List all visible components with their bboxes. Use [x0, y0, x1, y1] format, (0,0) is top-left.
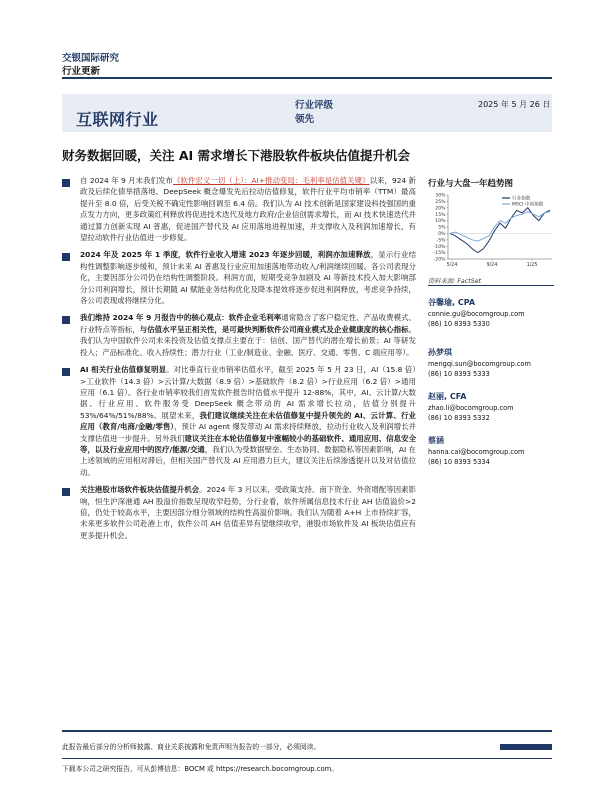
analyst-email[interactable]: connie.gu@bocomgroup.com	[428, 310, 525, 318]
y-tick-label: -5%	[436, 238, 446, 244]
p3-bold-2: 与估值水平呈正相关性，是可最快判断软件公司商业模式及企业健康度的核心指标	[139, 324, 409, 334]
analyst-card	[428, 348, 531, 379]
y-tick-label: -10%	[433, 244, 446, 250]
paragraph-1	[62, 175, 416, 243]
y-tick-label: 10%	[435, 219, 446, 225]
top-rule	[62, 77, 552, 79]
analyst-email[interactable]: zhao.li@bocomgroup.com	[428, 404, 514, 412]
p2-text: ，显示行业结构性调整影响逐步缓和，预计未来 AI 普惠及行业应用加速落地带动收入/利润继续回暖。各公司表现分化，主要因部分公司仍在结构性调整阶段。利润方面，短期受竞争加剧及 AI 等新技术投入加大影响部分公司利润增长，预计长期随 AI 赋能业务结构优化及降本提效将逐步促进利润释放，考虑竞争持续，各公司表现或将继续分化。	[80, 250, 417, 306]
analyst-card	[428, 392, 514, 423]
rating-value: 领先	[295, 114, 315, 125]
report-date: 2025 年 5 月 26 日	[478, 100, 551, 109]
paragraph-4	[62, 364, 416, 478]
analyst-name: 赵丽, CFA	[428, 392, 467, 401]
side-rule	[428, 285, 554, 286]
headline: 财务数据回暖，关注 AI 需求增长下港股软件板块估值提升机会	[62, 148, 411, 163]
y-tick-label: 20%	[435, 206, 446, 212]
paragraph-2	[62, 249, 416, 306]
p4-bold-2: 我们建议继续关注在未估值修复中提升领先的 AI、云计算、行业应用（教育/电商/金融/零售）	[80, 410, 416, 432]
chart-source: 资料来源: FactSet	[428, 278, 482, 285]
x-tick-label: 5/24	[446, 263, 458, 268]
p4-text-1: 。对比垂直行业市销率估值水平，截至 2025 年 5 月 23 日，AI（15.8 倍）>工业软件（14.3 倍）>云计算/大数据（8.9 倍）>基础软件（8.2 倍）>行业应用（6.2 倍）>通用应用（6.1 倍）。各行业市销率较我们首发软件报告时估值水平提升 12-88%，其中，AI、云计算/大数据、行业应用、软件服务受 DeepSeek 概念带动的 AI 需求增长拉动，估值分别提升 53%/64%/51%/88%。展望未来，	[80, 365, 416, 420]
bullet-square	[62, 368, 70, 376]
footer-rule-2	[62, 758, 552, 759]
legend-entry: MSCI 中国指数	[512, 202, 544, 208]
analyst-phone: (86) 10 8393 5330	[428, 320, 490, 328]
trend-chart	[428, 191, 554, 273]
paragraph-3	[62, 312, 416, 358]
chart-title: 行业与大盘一年趋势图	[428, 179, 514, 189]
p1-text-a: 自 2024 年 9 月末我们发布	[80, 176, 173, 185]
y-tick-label: 25%	[435, 200, 446, 205]
footer-mark	[500, 744, 552, 750]
bullet-square	[62, 179, 70, 187]
analyst-phone: (86) 10 8393 5333	[428, 370, 490, 378]
analyst-email[interactable]: mengqi.sun@bocomgroup.com	[428, 360, 531, 368]
legend-entry: 行业指数	[512, 196, 531, 202]
p4-text-3: ，我们认为受数据壁垒、生态协同、数据隐私等因素影响，AI 在上述领域的应用相对滞后，但相关国产替代及 AI 应用潜力巨大，建议关注后续渗透提升以及对估值拉动。	[80, 444, 416, 477]
x-tick-label: 1/25	[526, 263, 538, 268]
p3-text-2: 。我们认为中国软件公司未来投资及估值支撑点主要在于：信创、国产替代的潜在增长前景；AI 等研发投入；产品标准化、收入持续性；潜力行业（工业/制造业、金融、医疗、交通、零售、C 端应用等）。	[80, 324, 417, 357]
p3-bold-1: 我们维持 2024 年 9 月报告中的核心观点：软件企业毛利率	[80, 313, 282, 323]
p4-bold-1: AI 相关行业估值修复明显	[80, 365, 167, 375]
brand-name: 交银国际研究	[62, 53, 120, 64]
footer-disclaimer: 此报告最后部分的分析师披露、商业关系披露和免责声明为报告的一部分，必须阅读。	[62, 743, 321, 751]
rating-label: 行业评级	[295, 100, 334, 111]
p2-bold: 2024 年及 2025 年 1 季度，软件行业收入增速 2023 年逐步回暖，利润亦加速释放	[80, 250, 371, 260]
analyst-name: 谷馨瑜, CPA	[428, 298, 476, 307]
analyst-phone: (86) 10 8393 5332	[428, 414, 490, 422]
analyst-name: 蔡涵	[428, 436, 444, 445]
analyst-card	[428, 298, 525, 329]
report-link[interactable]: 《软件宏义一切（上）：AI+推动变局：毛利率是估值关键》	[173, 176, 370, 185]
analyst-email[interactable]: hanna.cai@bocomgroup.com	[428, 448, 525, 456]
bullet-square	[62, 488, 70, 496]
p4-bold-3: 建议关注在本轮估值修复中涨幅较小的基础软件、通用应用、信息安全等，以及行业应用中的医疗/能源/交通	[80, 433, 417, 454]
footer-rule	[62, 730, 552, 732]
y-tick-label: 5%	[438, 225, 446, 231]
p5-text: 。2024 年 3 月以来，受政策支持、南下资金、外资增配等因素影响，恒生沪深港通 AH 股溢价指数呈现收窄趋势，分行业看，软件所属信息技术行业 AH 估值溢价>2 倍，仍处于较高水平，主要因部分细分领域的结构性高溢价影响。我们认为随着 A+H 上市持续扩容，未来更多软件公司赴港上市，软件公司 AH 估值差异有望继续收窄，港股市场软件及 AI 板块估值应有更多提升机会。	[80, 485, 417, 540]
bullet-square	[62, 316, 70, 324]
p4-text-2: ，预计 AI agent 爆发带动 AI 需求持续释放，拉动行业收入及利润增长并支撑估值进一步提升。另外我们	[80, 422, 416, 443]
report-type: 行业更新	[62, 66, 101, 77]
p1-text-b: 以来，924 新政及后续化债举措落地、DeepSeek 概念爆发先后拉动估值修复，软件行业平均市销率（TTM）最高提升至 8.0 倍，后受关税不确定性影响回调至 6.4 倍。我们认为 AI 技术创新是国家建设科技强国的重点发力方向，更多政策红利释放将促进技术迭代及地方政府/企业信创需求增长，而 AI 技术快速迭代并通过算力创新实现 AI 普惠，促进国产替代及 AI 应用落地进程加速，并支撑收入及利润加速增长，有望拉动软件行业估值进一步修复。	[80, 176, 416, 243]
y-tick-label: 30%	[435, 193, 446, 199]
analyst-phone: (86) 10 8393 5334	[428, 458, 490, 466]
series-line-2	[450, 212, 550, 241]
y-tick-label: 0%	[438, 232, 446, 237]
footer-download: 下载本公司之研究报告，可从彭博信息：BOCM 或 https://research.bocomgroup.com。	[62, 765, 339, 773]
bullet-square	[62, 253, 70, 261]
analyst-name: 孙梦琪	[428, 348, 452, 357]
y-tick-label: -20%	[433, 257, 446, 263]
y-tick-label: -15%	[433, 251, 446, 257]
y-tick-label: 15%	[435, 212, 446, 218]
main-body	[62, 175, 416, 547]
paragraph-5	[62, 484, 416, 541]
x-tick-label: 9/24	[486, 263, 498, 268]
p3-text-1: 通常隐含了客户稳定性、产品收费模式、行业特点等指标，	[80, 313, 417, 334]
analyst-card	[428, 436, 524, 467]
p5-bold: 关注港股市场软件板块估值提升机会	[80, 485, 200, 495]
industry-title: 互联网行业	[76, 110, 159, 129]
